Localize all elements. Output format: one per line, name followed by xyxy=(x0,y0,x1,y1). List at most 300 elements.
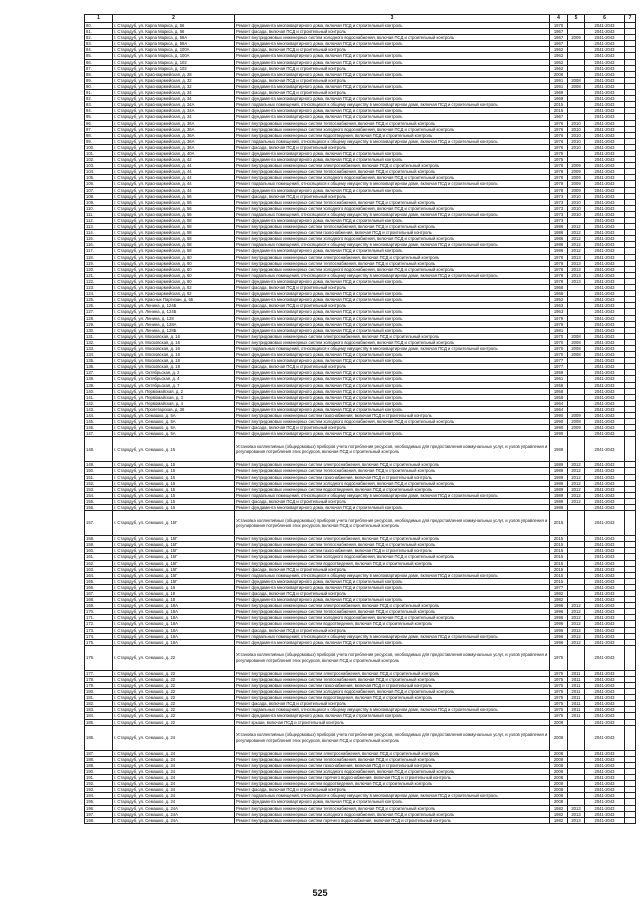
work-type-cell: Ремонт внутридомовых инженерных систем электроснабжения, включая ПСД и строительный контроль xyxy=(235,670,550,676)
row-number-cell: 122. xyxy=(85,278,113,284)
row-number-cell: 110. xyxy=(85,205,113,211)
work-type-cell: Ремонт внутридомовых инженерных систем водоотведения, включая ПСД и строительный контроль xyxy=(235,560,550,566)
year-built-cell: 1958 xyxy=(550,394,568,400)
work-type-cell: Ремонт внутридомовых инженерных систем электроснабжения, включая ПСД и строительный контроль xyxy=(235,163,550,169)
row-number-cell: 149. xyxy=(85,462,113,468)
work-type-cell: Ремонт фундамента многоквартирного дома, включая ПСД и строительный контроль xyxy=(235,150,550,156)
planned-period-cell: 2041-2043 xyxy=(585,584,625,590)
row-number-cell: 95. xyxy=(85,114,113,120)
column-header: 6 xyxy=(585,15,625,23)
work-type-cell: Ремонт фундамента многоквартирного дома, включая ПСД и строительный контроль xyxy=(235,218,550,224)
planned-period-cell: 2041-2043 xyxy=(585,394,625,400)
year-built-cell: 2015 xyxy=(550,102,568,108)
year-overhaul-cell: 2012 xyxy=(568,480,585,486)
year-overhaul-cell: 2013 xyxy=(568,272,585,278)
row-number-cell: 103. xyxy=(85,163,113,169)
year-overhaul-cell xyxy=(568,645,585,670)
year-overhaul-cell: 2013 xyxy=(568,278,585,284)
year-built-cell: 2008 xyxy=(550,793,568,799)
work-type-cell: Ремонт внутридомовых инженерных систем теплоснабжения, включая ПСД и строительный контроль xyxy=(235,805,550,811)
row-number-cell: 82. xyxy=(85,35,113,41)
year-built-cell: 1978 xyxy=(550,169,568,175)
work-type-cell: Ремонт фундамента многоквартирного дома, включая ПСД и строительный контроль xyxy=(235,187,550,193)
year-overhaul-cell: 2012 xyxy=(568,633,585,639)
work-type-cell: Ремонт подвальных помещений, относящихся к общему имуществу в многоквартирном доме, включая ПСД и строительный контроль xyxy=(235,345,550,351)
work-type-cell: Установка коллективных (общедомовых) приборов учета потребления ресурсов, необходимых для предоставления коммунальных услуг, и узлов управления и регулирования потребления этих ресурсов, включая ПСД и строительный контроль xyxy=(235,725,550,750)
work-type-cell: Ремонт внутридомовых инженерных систем газоснабжения, включая ПСД и строительный контроль xyxy=(235,230,550,236)
row-number-cell: 165. xyxy=(85,578,113,584)
address-cell: г. Стародуб, ул. Красноармейская, д. 60 xyxy=(113,260,235,266)
address-cell: г. Стародуб, ул. Ленина, д. 128 xyxy=(113,315,235,321)
year-built-cell: 1968 xyxy=(550,291,568,297)
row-number-cell: 97. xyxy=(85,126,113,132)
year-overhaul-cell: 2011 xyxy=(568,689,585,695)
year-overhaul-cell: 2008 xyxy=(568,345,585,351)
address-cell: г. Стародуб, ул. Красноармейская, д. 36А xyxy=(113,120,235,126)
work-type-cell: Ремонт внутридомовых инженерных систем холодного водоснабжения, включая ПСД и строительный контроль xyxy=(235,768,550,774)
year-overhaul-cell: 2012 xyxy=(568,230,585,236)
row-number-cell: 86. xyxy=(85,59,113,65)
year-overhaul-cell xyxy=(568,437,585,462)
address-cell: г. Стародуб, ул. Красноармейская, д. 62 xyxy=(113,291,235,297)
address-cell: г. Стародуб, ул. Октябрьская, д. 2 xyxy=(113,370,235,376)
year-built-cell: 1996 xyxy=(550,627,568,633)
address-cell: г. Стародуб, ул. Красноармейская, д. 28 xyxy=(113,71,235,77)
row-number-cell: 90. xyxy=(85,83,113,89)
work-type-cell: Ремонт внутридомовых инженерных систем электроснабжения, включая ПСД и строительный контроль xyxy=(235,462,550,468)
year-overhaul-cell xyxy=(568,725,585,750)
year-built-cell: 1962 xyxy=(550,59,568,65)
row-number-cell: 101. xyxy=(85,150,113,156)
year-built-cell: 1978 xyxy=(550,278,568,284)
year-built-cell: 2015 xyxy=(550,548,568,554)
work-type-cell: Ремонт фасада, включая ПСД и строительный контроль xyxy=(235,65,550,71)
planned-period-cell: 2041-2043 xyxy=(585,498,625,504)
year-built-cell: 1989 xyxy=(550,462,568,468)
work-type-cell: Ремонт фундамента многоквартирного дома, включая ПСД и строительный контроль xyxy=(235,382,550,388)
year-built-cell: 1996 xyxy=(550,603,568,609)
planned-period-cell: 2041-2043 xyxy=(585,53,625,59)
address-cell: г. Стародуб, ул. Семашко, д. 22 xyxy=(113,701,235,707)
address-cell: г. Стародуб, ул. Семашко, д. 15Г xyxy=(113,542,235,548)
row-number-cell: 153. xyxy=(85,486,113,492)
work-type-cell: Ремонт фасада, включая ПСД и строительный контроль xyxy=(235,566,550,572)
year-overhaul-cell: 2010 xyxy=(568,199,585,205)
extra-cell xyxy=(625,511,636,536)
year-overhaul-cell: 2010 xyxy=(568,126,585,132)
year-built-cell: 1975 xyxy=(550,713,568,719)
address-cell: г. Стародуб, ул. Красноармейская, д. 42 xyxy=(113,157,235,163)
address-cell: г. Стародуб, ул. Красноармейская, д. 44 xyxy=(113,163,235,169)
row-number-cell: 81. xyxy=(85,29,113,35)
row-number-cell: 156. xyxy=(85,505,113,511)
row-number-cell: 177. xyxy=(85,670,113,676)
address-cell: г. Стародуб, ул. Красноармейская, д. 36А xyxy=(113,126,235,132)
row-number-cell: 134. xyxy=(85,352,113,358)
planned-period-cell: 2041-2043 xyxy=(585,811,625,817)
planned-period-cell: 2041-2043 xyxy=(585,388,625,394)
row-number-cell: 188. xyxy=(85,756,113,762)
year-overhaul-cell: 2012 xyxy=(568,248,585,254)
address-cell: г. Стародуб, ул. Семашко, д. 15Г xyxy=(113,548,235,554)
row-number-cell: 125. xyxy=(85,297,113,303)
planned-period-cell: 2041-2043 xyxy=(585,419,625,425)
row-number-cell: 138. xyxy=(85,376,113,382)
address-cell: г. Стародуб, ул. Карла Маркса, д. 100А xyxy=(113,47,235,53)
table-row xyxy=(85,817,636,823)
planned-period-cell: 2041-2043 xyxy=(585,713,625,719)
row-number-cell: 98. xyxy=(85,132,113,138)
address-cell: г. Стародуб, ул. Красноармейская, д. 58 xyxy=(113,248,235,254)
address-cell: г. Стародуб, ул. Красноармейская, д. 56 xyxy=(113,211,235,217)
year-built-cell: 2008 xyxy=(550,756,568,762)
planned-period-cell: 2041-2043 xyxy=(585,345,625,351)
work-type-cell: Ремонт внутридомовых инженерных систем холодного водоснабжения, включая ПСД и строительный контроль xyxy=(235,175,550,181)
row-number-cell: 108. xyxy=(85,193,113,199)
planned-period-cell: 2041-2043 xyxy=(585,23,625,29)
year-built-cell: 1989 xyxy=(550,492,568,498)
year-overhaul-cell: 2009 xyxy=(568,425,585,431)
year-overhaul-cell: 2009 xyxy=(568,413,585,419)
planned-period-cell: 2041-2043 xyxy=(585,272,625,278)
row-number-cell: 179. xyxy=(85,683,113,689)
work-type-cell: Ремонт внутридомовых инженерных систем холодного водоснабжения, включая ПСД и строительный контроль xyxy=(235,419,550,425)
row-number-cell: 133. xyxy=(85,345,113,351)
planned-period-cell: 2041-2043 xyxy=(585,413,625,419)
row-number-cell: 94. xyxy=(85,108,113,114)
year-overhaul-cell: 2011 xyxy=(568,713,585,719)
year-built-cell: 1996 xyxy=(550,621,568,627)
row-number-cell: 121. xyxy=(85,272,113,278)
work-type-cell: Ремонт фасада, включая ПСД и строительный контроль xyxy=(235,701,550,707)
year-built-cell: 2008 xyxy=(550,799,568,805)
year-overhaul-cell: 2012 xyxy=(568,224,585,230)
address-cell: г. Стародуб, ул. Красноармейская, д. 58 xyxy=(113,230,235,236)
address-cell: г. Стародуб, ул. Первомайская, д. 4 xyxy=(113,400,235,406)
year-built-cell: 1958 xyxy=(550,382,568,388)
planned-period-cell: 2041-2043 xyxy=(585,242,625,248)
table-row xyxy=(85,437,636,462)
address-cell: г. Стародуб, ул. Семашко, д. 22 xyxy=(113,676,235,682)
planned-period-cell: 2041-2043 xyxy=(585,793,625,799)
year-overhaul-cell: 2008 xyxy=(568,419,585,425)
table-row xyxy=(85,725,636,750)
year-built-cell: 1975 xyxy=(550,683,568,689)
row-number-cell: 89. xyxy=(85,77,113,83)
year-built-cell: 2015 xyxy=(550,108,568,114)
year-built-cell: 1962 xyxy=(550,47,568,53)
address-cell: г. Стародуб, ул. Карла Маркса, д. 58А xyxy=(113,41,235,47)
planned-period-cell: 2041-2043 xyxy=(585,492,625,498)
address-cell: г. Стародуб, ул. Семашко, д. 15 xyxy=(113,505,235,511)
planned-period-cell: 2041-2043 xyxy=(585,462,625,468)
year-built-cell: 1990 xyxy=(550,425,568,431)
year-built-cell: 1964 xyxy=(550,406,568,412)
planned-period-cell: 2041-2043 xyxy=(585,144,625,150)
planned-period-cell: 2041-2043 xyxy=(585,768,625,774)
work-type-cell: Ремонт внутридомовых инженерных систем газоснабжения, включая ПСД и строительный контроль xyxy=(235,683,550,689)
planned-period-cell: 2041-2043 xyxy=(585,29,625,35)
table-row xyxy=(85,511,636,536)
year-built-cell: 2008 xyxy=(550,775,568,781)
address-cell: г. Стародуб, ул. Красноармейская, д. 44 xyxy=(113,169,235,175)
row-number-cell: 186. xyxy=(85,725,113,750)
planned-period-cell: 2041-2043 xyxy=(585,425,625,431)
row-number-cell: 131. xyxy=(85,333,113,339)
year-overhaul-cell: 2008 xyxy=(568,333,585,339)
year-built-cell: 2008 xyxy=(550,762,568,768)
year-built-cell: 1973 xyxy=(550,199,568,205)
planned-period-cell: 2041-2043 xyxy=(585,370,625,376)
year-built-cell: 1978 xyxy=(550,181,568,187)
year-overhaul-cell: 2012 xyxy=(568,639,585,645)
planned-period-cell: 2041-2043 xyxy=(585,707,625,713)
work-type-cell: Ремонт подвальных помещений, относящихся к общему имуществу в многоквартирном доме, включая ПСД и строительный контроль xyxy=(235,102,550,108)
year-built-cell: 1973 xyxy=(550,193,568,199)
planned-period-cell: 2041-2043 xyxy=(585,406,625,412)
year-built-cell: 1989 xyxy=(550,474,568,480)
address-cell: г. Стародуб, ул. Семашко, д. 18А xyxy=(113,639,235,645)
work-type-cell: Ремонт фундамента многоквартирного дома, включая ПСД и строительный контроль xyxy=(235,639,550,645)
row-number-cell: 194. xyxy=(85,793,113,799)
planned-period-cell: 2041-2043 xyxy=(585,468,625,474)
work-type-cell: Ремонт внутридомовых инженерных систем теплоснабжения, включая ПСД и строительный контроль xyxy=(235,756,550,762)
year-built-cell: 1990 xyxy=(550,413,568,419)
row-number-cell: 113. xyxy=(85,224,113,230)
planned-period-cell: 2041-2043 xyxy=(585,480,625,486)
work-type-cell: Ремонт внутридомовых инженерных систем теплоснабжения, включая ПСД и строительный контроль xyxy=(235,676,550,682)
year-built-cell: 1989 xyxy=(550,486,568,492)
row-number-cell: 166. xyxy=(85,584,113,590)
address-cell: г. Стародуб, ул. Семашко, д. 24 xyxy=(113,756,235,762)
planned-period-cell: 2041-2043 xyxy=(585,163,625,169)
year-built-cell: 1978 xyxy=(550,187,568,193)
address-cell: г. Стародуб, ул. Семашко, д. 24 xyxy=(113,793,235,799)
year-built-cell: 1996 xyxy=(550,615,568,621)
planned-period-cell: 2041-2043 xyxy=(585,199,625,205)
work-type-cell: Ремонт подвальных помещений, относящихся к общему имуществу в многоквартирном доме, включая ПСД и строительный контроль xyxy=(235,181,550,187)
row-number-cell: 109. xyxy=(85,199,113,205)
year-built-cell: 1978 xyxy=(550,254,568,260)
year-built-cell: 2008 xyxy=(550,725,568,750)
row-number-cell: 176. xyxy=(85,645,113,670)
planned-period-cell: 2041-2043 xyxy=(585,193,625,199)
year-built-cell: 1975 xyxy=(550,689,568,695)
planned-period-cell: 2041-2043 xyxy=(585,511,625,536)
row-number-cell: 144. xyxy=(85,413,113,419)
planned-period-cell: 2041-2043 xyxy=(585,224,625,230)
year-overhaul-cell: 2012 xyxy=(568,236,585,242)
year-overhaul-cell: 2012 xyxy=(568,498,585,504)
row-number-cell: 151. xyxy=(85,474,113,480)
year-built-cell: 2015 xyxy=(550,560,568,566)
planned-period-cell: 2041-2043 xyxy=(585,120,625,126)
planned-period-cell: 2041-2043 xyxy=(585,400,625,406)
row-number-cell: 117. xyxy=(85,248,113,254)
work-type-cell: Ремонт внутридомовых инженерных систем холодного водоснабжения, включая ПСД и строительный контроль xyxy=(235,554,550,560)
planned-period-cell: 2041-2043 xyxy=(585,775,625,781)
year-built-cell: 1975 xyxy=(550,670,568,676)
work-type-cell: Ремонт внутридомовых инженерных систем электроснабжения, включая ПСД и строительный контроль xyxy=(235,333,550,339)
row-number-cell: 160. xyxy=(85,548,113,554)
work-type-cell: Ремонт фундамента многоквартирного дома, включая ПСД и строительный контроль xyxy=(235,578,550,584)
year-built-cell: 1969 xyxy=(550,90,568,96)
work-type-cell: Ремонт внутридомовых инженерных систем электроснабжения, включая ПСД и строительный контроль xyxy=(235,536,550,542)
work-type-cell: Ремонт подвальных помещений, относящихся к общему имуществу в многоквартирном доме, включая ПСД и строительный контроль xyxy=(235,492,550,498)
work-type-cell: Ремонт внутридомовых инженерных систем водоотведения, включая ПСД и строительный контроль xyxy=(235,695,550,701)
row-number-cell: 174. xyxy=(85,633,113,639)
planned-period-cell: 2041-2043 xyxy=(585,645,625,670)
address-cell: г. Стародуб, ул. Красноармейская, д. 58 xyxy=(113,242,235,248)
row-number-cell: 170. xyxy=(85,609,113,615)
address-cell: г. Стародуб, ул. Красноармейская, д. 34 xyxy=(113,90,235,96)
year-built-cell: 1970 xyxy=(550,333,568,339)
work-type-cell: Ремонт подвальных помещений, относящихся к общему имуществу в многоквартирном доме, включая ПСД и строительный контроль xyxy=(235,211,550,217)
extra-cell xyxy=(625,817,636,823)
address-cell: г. Стародуб, ул. Первомайская, д. 2 xyxy=(113,388,235,394)
year-built-cell: 1970 xyxy=(550,339,568,345)
row-number-cell: 159. xyxy=(85,542,113,548)
address-cell: г. Стародуб, ул. Семашко, д. 22 xyxy=(113,707,235,713)
address-cell: г. Стародуб, ул. Красноармейская, д. 60 xyxy=(113,254,235,260)
row-number-cell: 84. xyxy=(85,47,113,53)
row-number-cell: 198. xyxy=(85,817,113,823)
work-type-cell: Установка коллективных (общедомовых) приборов учета потребления ресурсов, необходимых для предоставления коммунальных услуг, и узлов управления и регулирования потребления этих ресурсов, включая ПСД и строительный контроль xyxy=(235,437,550,462)
address-cell: г. Стародуб, ул. Карла Маркса, д. 58А xyxy=(113,35,235,41)
address-cell: г. Стародуб, ул. Семашко, д. 24А xyxy=(113,805,235,811)
year-built-cell: 1981 xyxy=(550,327,568,333)
planned-period-cell: 2041-2043 xyxy=(585,695,625,701)
column-header: 5 xyxy=(568,15,585,23)
address-cell: г. Стародуб, ул. Карла Маркса, д. 56 xyxy=(113,29,235,35)
year-overhaul-cell: 2012 xyxy=(568,492,585,498)
year-overhaul-cell: 2012 xyxy=(568,609,585,615)
row-number-cell: 145. xyxy=(85,419,113,425)
row-number-cell: 152. xyxy=(85,480,113,486)
planned-period-cell: 2041-2043 xyxy=(585,41,625,47)
work-type-cell: Ремонт внутридомовых инженерных систем теплоснабжения, включая ПСД и строительный контроль xyxy=(235,468,550,474)
row-number-cell: 189. xyxy=(85,762,113,768)
planned-period-cell: 2041-2043 xyxy=(585,169,625,175)
work-type-cell: Ремонт фундамента многоквартирного дома, включая ПСД и строительный контроль xyxy=(235,291,550,297)
year-overhaul-cell: 2012 xyxy=(568,621,585,627)
year-built-cell: 1973 xyxy=(550,205,568,211)
year-built-cell: 1976 xyxy=(550,132,568,138)
year-built-cell: 1976 xyxy=(550,120,568,126)
work-type-cell: Ремонт фасада, включая ПСД и строительный контроль xyxy=(235,364,550,370)
year-built-cell: 2008 xyxy=(550,750,568,756)
planned-period-cell: 2041-2043 xyxy=(585,236,625,242)
work-type-cell: Ремонт фундамента многоквартирного дома, включая ПСД и строительный контроль xyxy=(235,376,550,382)
work-type-cell: Ремонт внутридомовых инженерных систем электроснабжения, включая ПСД и строительный контроль xyxy=(235,254,550,260)
planned-period-cell: 2041-2043 xyxy=(585,321,625,327)
planned-period-cell: 2041-2043 xyxy=(585,254,625,260)
row-number-cell: 146. xyxy=(85,425,113,431)
planned-period-cell: 2041-2043 xyxy=(585,781,625,787)
work-type-cell: Ремонт внутридомовых инженерных систем водоотведения, включая ПСД и строительный контроль xyxy=(235,781,550,787)
row-number-cell: 161. xyxy=(85,554,113,560)
table-header-row xyxy=(85,15,636,23)
address-cell: г. Стародуб, ул. Семашко, д. 18 xyxy=(113,597,235,603)
year-built-cell: 1977 xyxy=(550,358,568,364)
address-cell: г. Стародуб, ул. Семашко, д. 15 xyxy=(113,486,235,492)
planned-period-cell: 2041-2043 xyxy=(585,230,625,236)
address-cell: г. Стародуб, ул. Красноармейская, д. 58 xyxy=(113,236,235,242)
year-built-cell: 1979 xyxy=(550,315,568,321)
address-cell: г. Стародуб, ул. Семашко, д. 15Г xyxy=(113,511,235,536)
address-cell: г. Стародуб, ул. Красноармейская, д. 32 xyxy=(113,77,235,83)
address-cell: г. Стародуб, ул. Красноармейская, д. 44 xyxy=(113,187,235,193)
row-number-cell: 173. xyxy=(85,627,113,633)
row-number-cell: 128. xyxy=(85,315,113,321)
planned-period-cell: 2041-2043 xyxy=(585,260,625,266)
address-cell: г. Стародуб, ул. Красноармейская, д. 60 xyxy=(113,272,235,278)
planned-period-cell: 2041-2043 xyxy=(585,175,625,181)
planned-period-cell: 2041-2043 xyxy=(585,670,625,676)
planned-period-cell: 2041-2043 xyxy=(585,114,625,120)
planned-period-cell: 2041-2043 xyxy=(585,376,625,382)
work-type-cell: Ремонт фундамента многоквартирного дома, включая ПСД и строительный контроль xyxy=(235,394,550,400)
planned-period-cell: 2041-2043 xyxy=(585,627,625,633)
row-number-cell: 132. xyxy=(85,339,113,345)
row-number-cell: 157. xyxy=(85,511,113,536)
year-overhaul-cell: 2009 xyxy=(568,175,585,181)
planned-period-cell: 2041-2043 xyxy=(585,65,625,71)
row-number-cell: 187. xyxy=(85,750,113,756)
planned-period-cell: 2041-2043 xyxy=(585,554,625,560)
year-built-cell: 1975 xyxy=(550,645,568,670)
address-cell: г. Стародуб, ул. Красноармейская, д. 34А xyxy=(113,108,235,114)
address-cell: г. Стародуб, ул. Семашко, д. 16 xyxy=(113,584,235,590)
planned-period-cell: 2041-2043 xyxy=(585,248,625,254)
extra-cell xyxy=(625,437,636,462)
planned-period-cell: 2041-2043 xyxy=(585,205,625,211)
work-type-cell: Ремонт фундамента многоквартирного дома, включая ПСД и строительный контроль xyxy=(235,799,550,805)
year-built-cell: 2008 xyxy=(550,719,568,725)
planned-period-cell: 2041-2043 xyxy=(585,505,625,511)
work-type-cell: Ремонт фундамента многоквартирного дома, включая ПСД и строительный контроль xyxy=(235,157,550,163)
address-cell: г. Стародуб, ул. Карла Маркса, д. 100А xyxy=(113,53,235,59)
planned-period-cell: 2041-2043 xyxy=(585,266,625,272)
year-overhaul-cell: 2010 xyxy=(568,205,585,211)
address-cell: г. Стародуб, ул. Красноармейская, д. 34А xyxy=(113,102,235,108)
year-overhaul-cell: 2009 xyxy=(568,35,585,41)
year-overhaul-cell: 2012 xyxy=(568,615,585,621)
year-built-cell: 1996 xyxy=(550,639,568,645)
extra-cell xyxy=(625,725,636,750)
year-overhaul-cell: 2009 xyxy=(568,187,585,193)
year-built-cell: 1977 xyxy=(550,364,568,370)
address-cell: г. Стародуб, ул. Карла Маркса, д. 102 xyxy=(113,65,235,71)
work-type-cell: Ремонт фундамента многоквартирного дома, включая ПСД и строительный контроль xyxy=(235,248,550,254)
address-cell: г. Стародуб, ул. Семашко, д. 15 xyxy=(113,462,235,468)
row-number-cell: 158. xyxy=(85,536,113,542)
year-built-cell: 1989 xyxy=(550,498,568,504)
work-type-cell: Установка коллективных (общедомовых) приборов учета потребления ресурсов, необходимых для предоставления коммунальных услуг, и узлов управления и регулирования потребления этих ресурсов, включая ПСД и строительный контроль xyxy=(235,645,550,670)
row-number-cell: 164. xyxy=(85,572,113,578)
year-built-cell: 1982 xyxy=(550,590,568,596)
work-type-cell: Ремонт фундамента многоквартирного дома, включая ПСД и строительный контроль xyxy=(235,59,550,65)
year-built-cell: 2015 xyxy=(550,566,568,572)
year-overhaul-cell: 2010 xyxy=(568,138,585,144)
address-cell: г. Стародуб, ул. Семашко, д. 22 xyxy=(113,713,235,719)
address-cell: г. Стародуб, ул. Семашко, д. 24А xyxy=(113,817,235,823)
year-built-cell: 1962 xyxy=(550,53,568,59)
address-cell: г. Стародуб, ул. Семашко, д. 24 xyxy=(113,787,235,793)
year-built-cell: 1986 xyxy=(550,236,568,242)
work-type-cell: Ремонт фундамента многоквартирного дома, включая ПСД и строительный контроль xyxy=(235,352,550,358)
work-type-cell: Ремонт фундамента многоквартирного дома, включая ПСД и строительный контроль xyxy=(235,400,550,406)
